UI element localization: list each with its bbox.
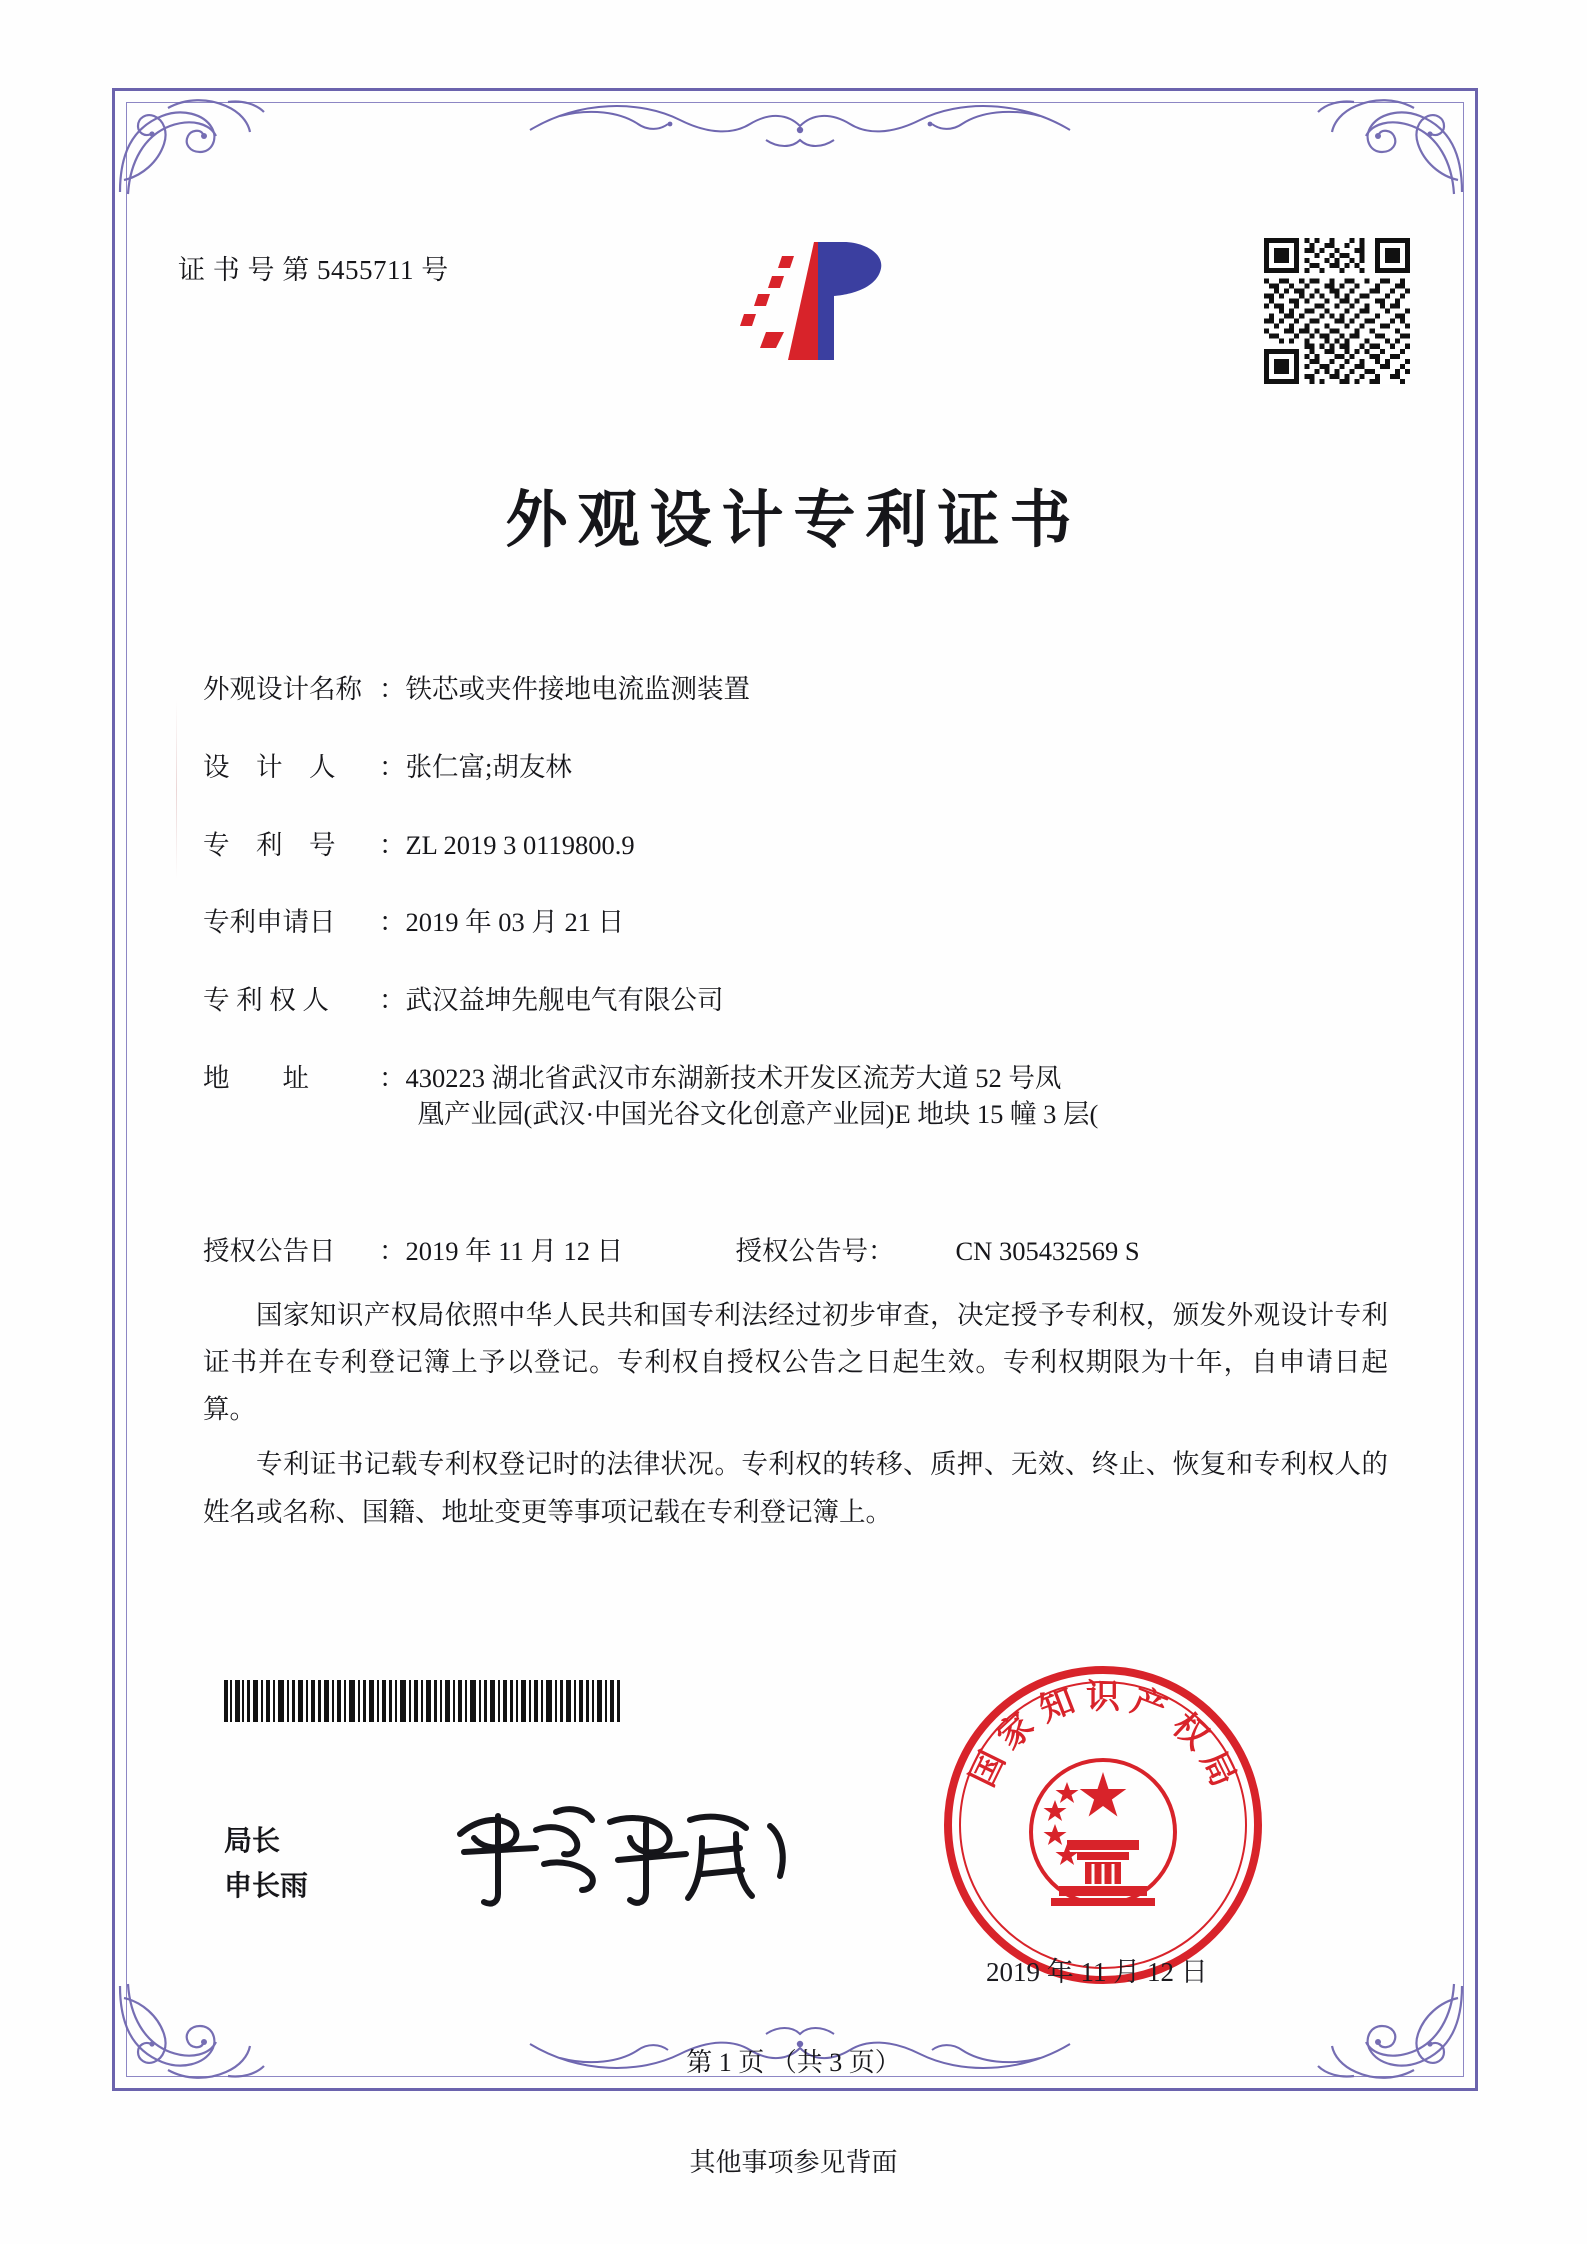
ornament-corner-top-left-icon [108,84,298,204]
legal-paragraph-1: 国家知识产权局依照中华人民共和国专利法经过初步审查，决定授予专利权，颁发外观设计专利证书并在专利登记簿上予以登记。专利权自授权公告之日起生效。专利权期限为十年，自申请日起算。 [203,1300,1388,1425]
qr-code-icon [1264,238,1410,384]
signature-role: 局长 [224,1826,281,1857]
field-value-address-line2: 凰产业园(武汉·中国光谷文化创意产业园)E 地块 15 幢 3 层( [417,1098,1099,1129]
field-row-address [203,1061,1383,1133]
cnipa-logo-icon [668,232,918,372]
field-colon-patent-number: ： [379,829,406,860]
field-value-design-name: 铁芯或夹件接地电流监测装置 [405,674,750,704]
field-value-patent-number: ZL 2019 3 0119800.9 [405,829,635,860]
certificate-number: 证 书 号 第 5455711 号 [178,255,449,285]
footnote: 其他事项参见背面 [689,2148,898,2177]
field-label-address: 地 址 [203,1062,309,1093]
field-row-application-date [203,905,1383,941]
field-colon-design-name: ： [379,674,406,704]
field-value-publication-number: CN 305432569 S [955,1236,1140,1266]
field-label-patent-number: 专 利 号 [203,829,336,860]
legal-text-block [203,1292,1388,1544]
svg-text:局: 局 [1192,1744,1244,1793]
svg-text:知: 知 [1034,1680,1081,1731]
official-seal-icon [938,1660,1268,1990]
field-colon-designer: ： [379,751,406,782]
field-row-patent-number [203,828,1383,864]
page-indicator: 第 1 页 （共 3 页） [686,2048,901,2077]
field-row-design-name [203,672,1383,708]
field-label-designer: 设 计 人 [203,751,336,782]
paper-texture-mark [176,700,177,880]
field-value-publication-date: 2019 年 11 月 12 日 [405,1236,624,1266]
field-label-application-date: 专利申请日 [203,907,336,938]
svg-text:家: 家 [989,1705,1042,1758]
field-colon-publication-date: ： [379,1236,406,1266]
field-row-patentee [203,983,1383,1019]
legal-paragraph-2: 专利证书记载专利权登记时的法律状况。专利权的转移、质押、无效、终止、恢复和专利权人的姓名或名称、国籍、地址变更等事项记载在专利登记簿上。 [203,1449,1388,1527]
field-label-patentee: 专 利 权 人 [203,985,329,1016]
page-title: 外观设计专利证书 [505,483,1082,556]
field-colon-patentee: ： [379,985,406,1016]
fields-block [203,672,1383,1174]
field-value-address-line1: 430223 湖北省武汉市东湖新技术开发区流芳大道 52 号凤 [405,1062,1062,1093]
field-value-address [406,1061,1384,1133]
svg-text:国: 国 [962,1744,1014,1793]
ornament-top-center-icon [520,86,1080,164]
field-label-publication-number: 授权公告号： [735,1236,895,1266]
signature-name: 申长雨 [224,1870,309,1902]
field-row-designer [203,750,1383,786]
field-colon-address: ： [379,1062,406,1093]
svg-text:权: 权 [1164,1705,1217,1758]
svg-text:识: 识 [1086,1677,1120,1717]
seal-date: 2019 年 11 月 12 日 [986,1957,1208,1987]
field-label-publication-date: 授权公告日 [203,1236,336,1266]
field-label-design-name: 外观设计名称 [203,674,362,704]
field-value-patentee: 武汉益坤先舰电气有限公司 [405,985,724,1016]
handwritten-signature-icon [440,1790,800,1920]
barcode-icon [224,1680,620,1722]
field-colon-application-date: ： [379,907,406,938]
field-value-designer: 张仁富;胡友林 [405,751,572,782]
ornament-corner-top-right-icon [1284,84,1474,204]
field-row-publication [203,1229,1383,1268]
svg-text:产: 产 [1125,1680,1172,1731]
field-value-application-date: 2019 年 03 月 21 日 [405,907,625,938]
signature-label-block [224,1820,308,1910]
